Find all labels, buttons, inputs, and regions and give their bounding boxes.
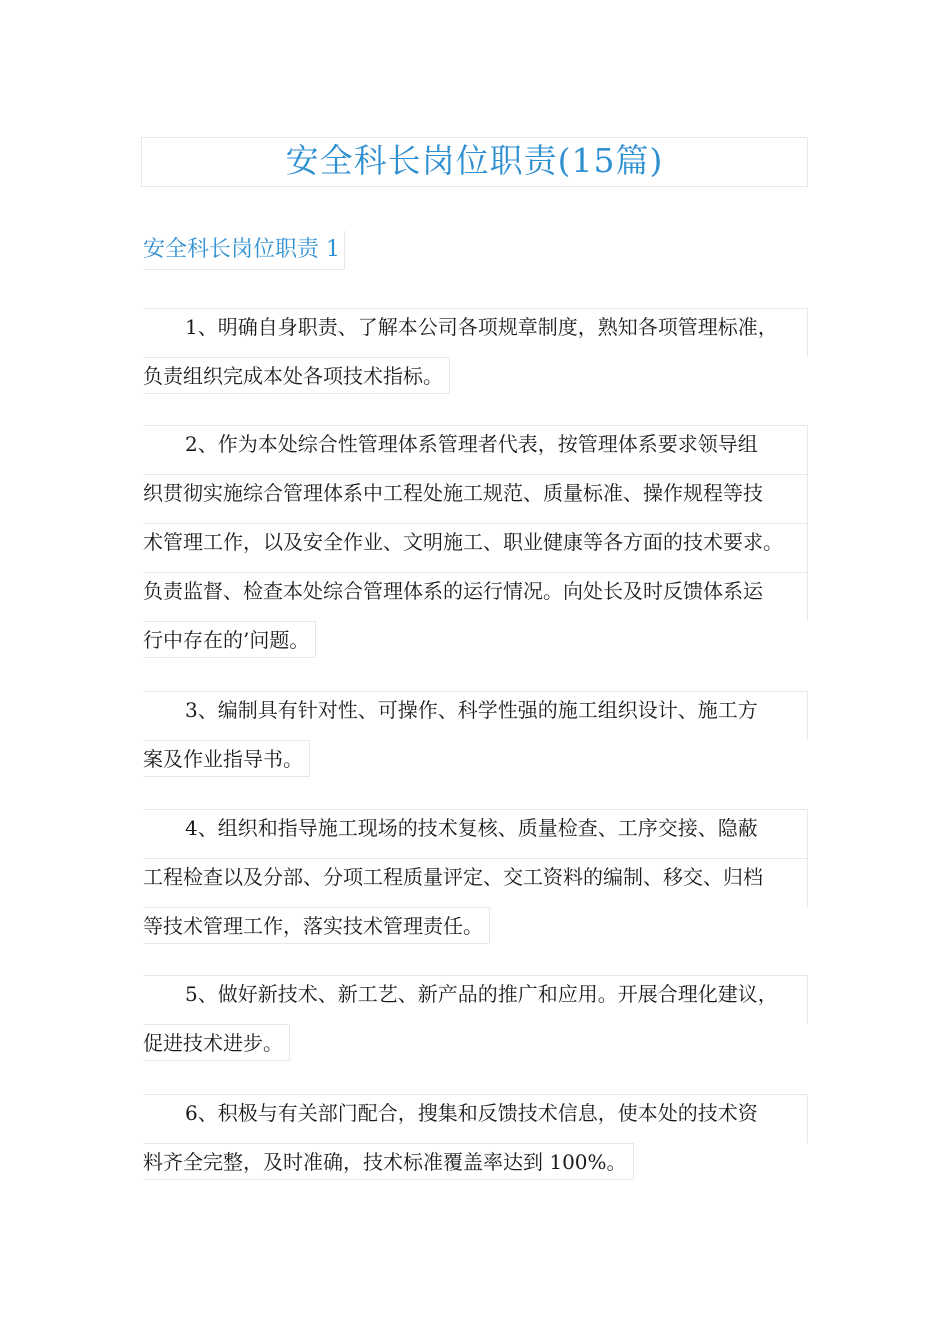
paragraph-line	[143, 740, 310, 777]
line-text: 2、作为本处综合性管理体系管理者代表，按管理体系要求领导组	[185, 432, 758, 456]
paragraph-line	[143, 907, 490, 944]
line-text: 织贯彻实施综合管理体系中工程处施工规范、质量标准、操作规程等技	[143, 481, 763, 505]
paragraph-line	[143, 691, 808, 740]
paragraph-line	[143, 809, 808, 858]
line-text: 工程检查以及分部、分项工程质量评定、交工资料的编制、移交、归档	[143, 865, 763, 889]
line-text: 促进技术进步。	[143, 1031, 283, 1055]
paragraph-6	[143, 1094, 808, 1180]
paragraph-3	[143, 691, 808, 777]
paragraph-line	[143, 357, 450, 394]
paragraph-line	[143, 1143, 634, 1180]
paragraph-line	[143, 1024, 290, 1061]
line-text: 料齐全完整，及时准确，技术标准覆盖率达到 100%。	[143, 1150, 627, 1174]
line-text: 行中存在的’问题。	[143, 628, 310, 652]
paragraph-4	[143, 809, 808, 944]
line-text: 负责组织完成本处各项技术指标。	[143, 364, 443, 388]
line-text: 6、积极与有关部门配合，搜集和反馈技术信息，使本处的技术资	[185, 1101, 758, 1125]
line-text: 4、组织和指导施工现场的技术复核、质量检查、工序交接、隐蔽	[185, 816, 758, 840]
line-text: 3、编制具有针对性、可操作、科学性强的施工组织设计、施工方	[185, 698, 758, 722]
line-text: 案及作业指导书。	[143, 747, 303, 771]
paragraph-2	[143, 425, 808, 658]
line-text: 5、做好新技术、新工艺、新产品的推广和应用。开展合理化建议，	[185, 982, 778, 1006]
document-title-box	[141, 137, 808, 187]
line-text: 负责监督、检查本处综合管理体系的运行情况。向处长及时反馈体系运	[143, 579, 763, 603]
line-text: 术管理工作，以及安全作业、文明施工、职业健康等各方面的技术要求。	[143, 530, 783, 554]
paragraph-line	[143, 975, 808, 1024]
paragraph-line	[143, 474, 808, 523]
paragraph-line	[143, 425, 808, 474]
section-heading: 安全科长岗位职责 1	[143, 237, 340, 262]
paragraph-line	[143, 308, 808, 357]
paragraph-line	[143, 621, 316, 658]
document-title: 安全科长岗位职责(15篇)	[285, 141, 664, 180]
paragraph-line	[143, 858, 808, 907]
paragraph-1	[143, 308, 808, 394]
line-text: 1、明确自身职责、了解本公司各项规章制度，熟知各项管理标准，	[185, 315, 778, 339]
line-text: 等技术管理工作，落实技术管理责任。	[143, 914, 483, 938]
paragraph-line	[143, 1094, 808, 1143]
section-heading-box	[143, 231, 345, 270]
paragraph-line	[143, 572, 808, 621]
paragraph-line	[143, 523, 808, 572]
paragraph-5	[143, 975, 808, 1061]
